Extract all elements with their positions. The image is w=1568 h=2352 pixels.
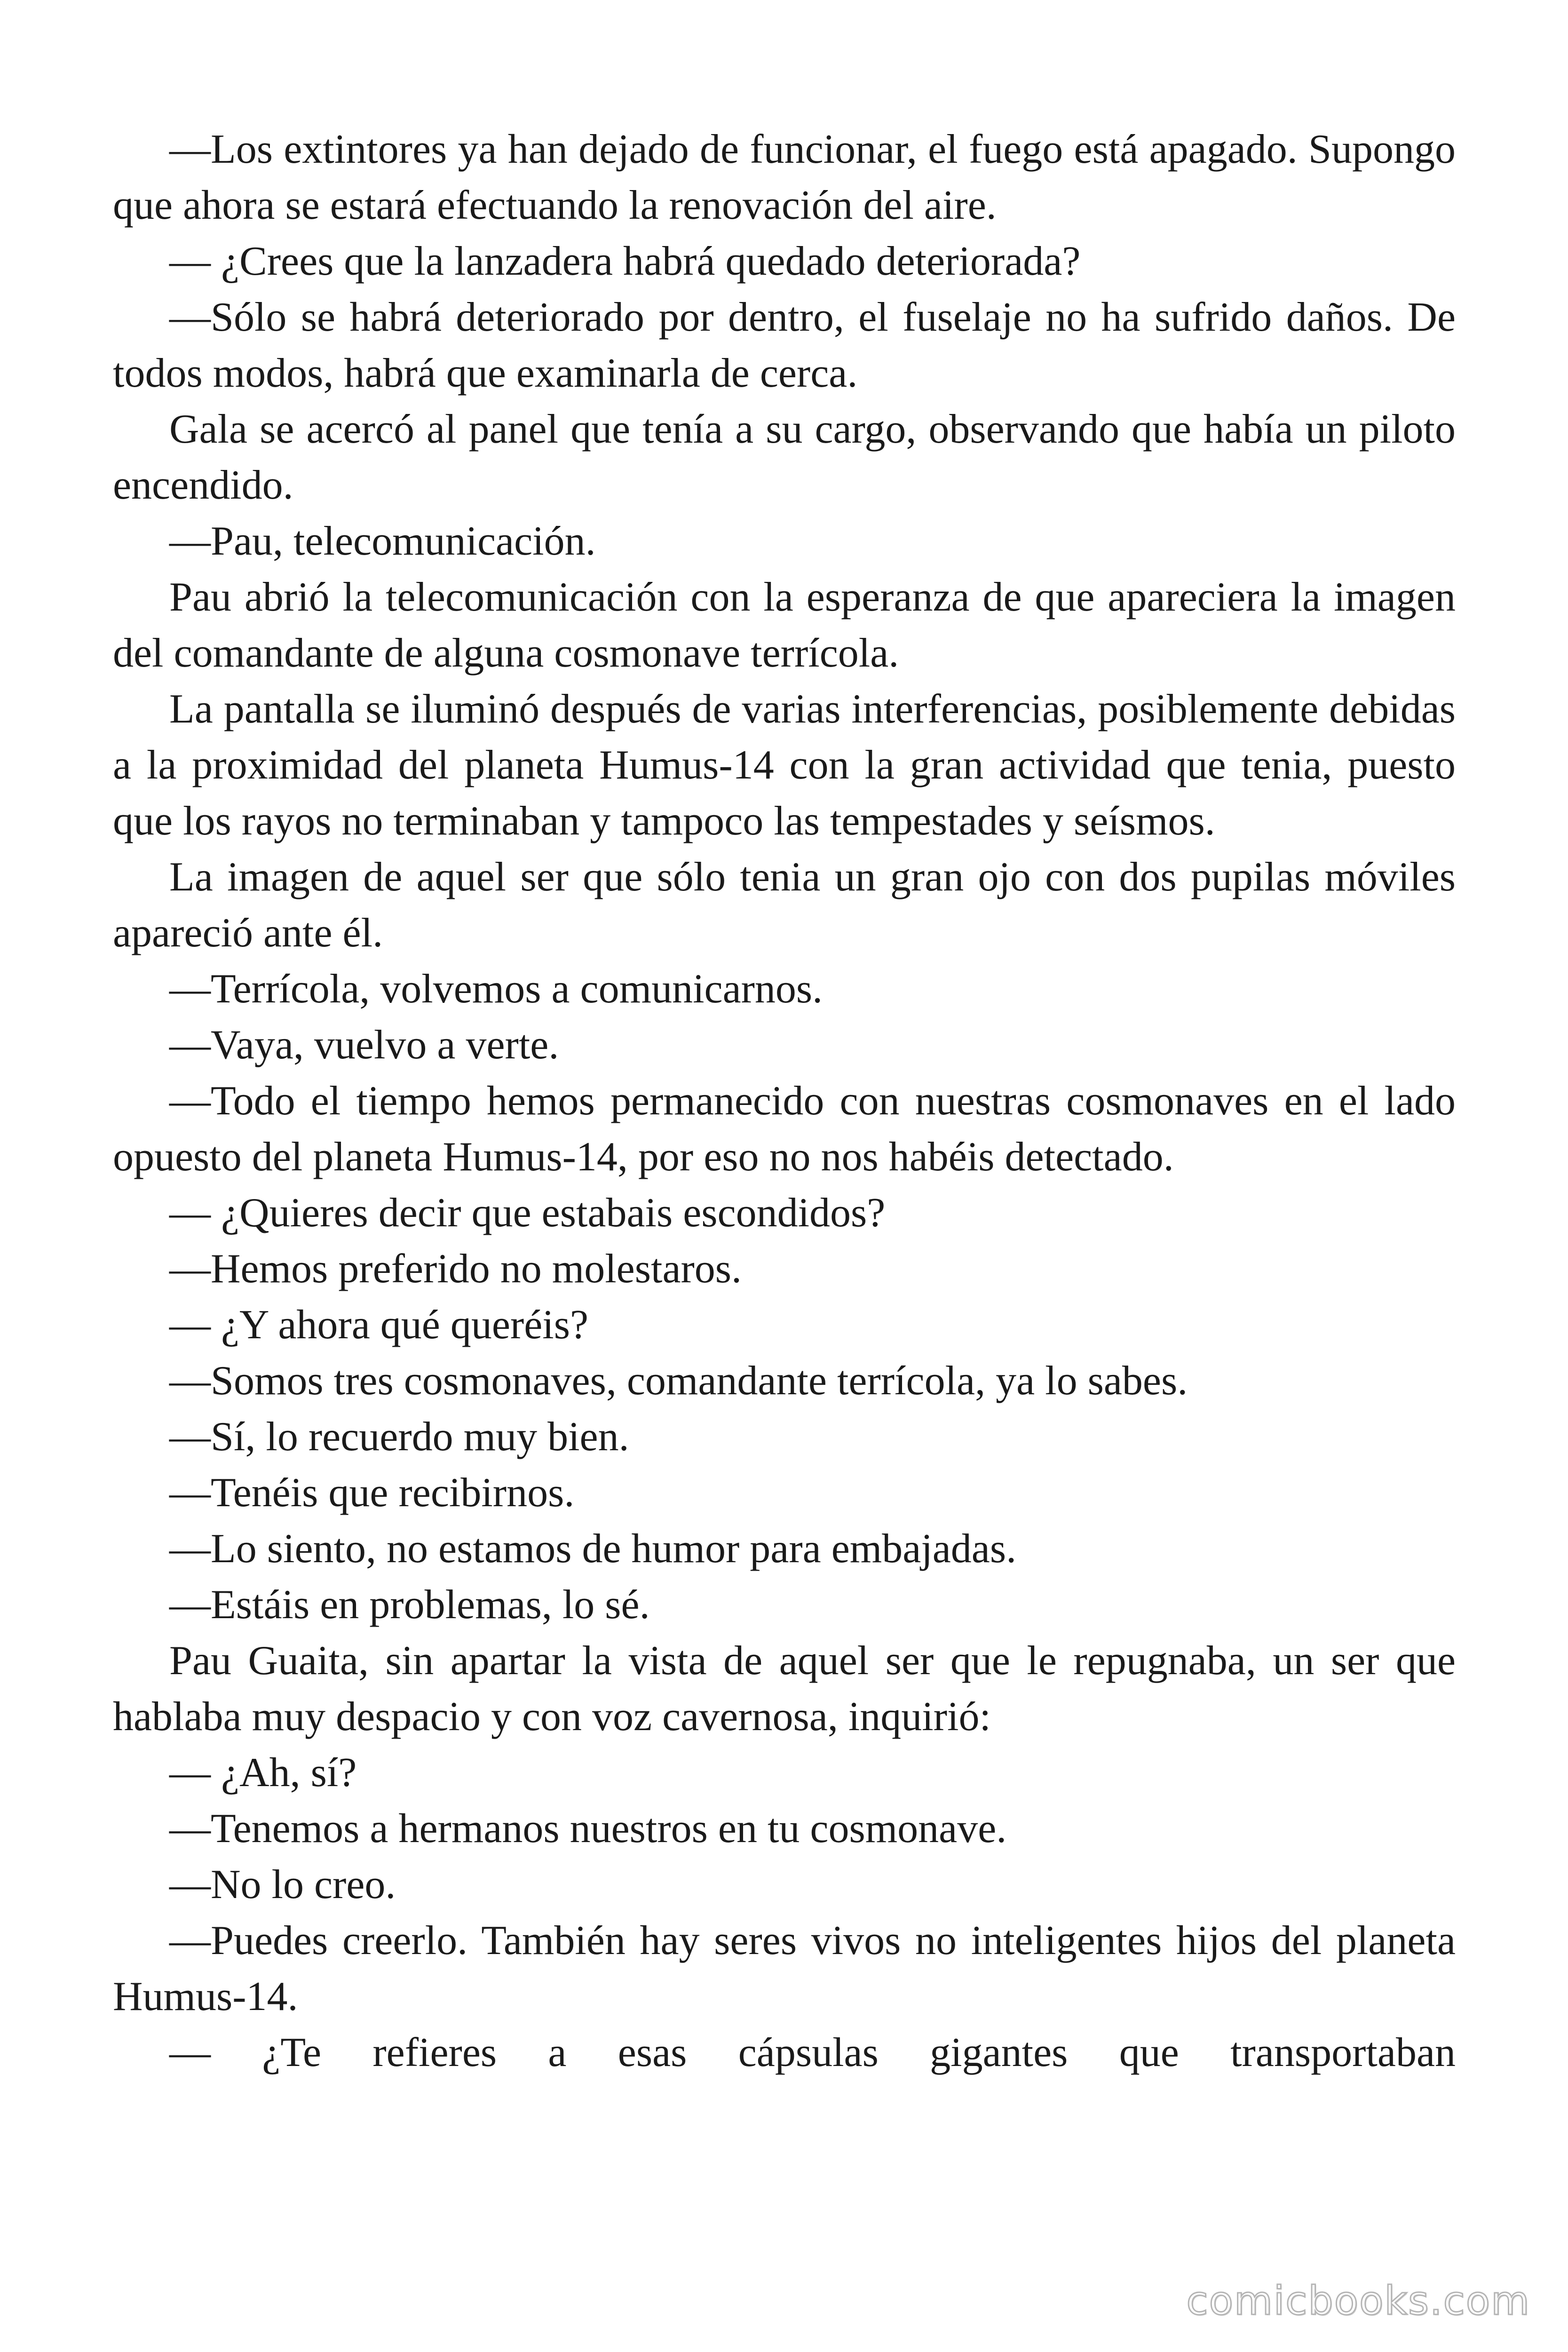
paragraph: — ¿Quieres decir que estabais escondidos? bbox=[169, 1190, 886, 1236]
paragraph: —Sólo se habrá deteriorado por dentro, el fuselaje no ha sufrido daños. De todos modos, habrá que examinarla de cerca. bbox=[113, 294, 1456, 396]
paragraph: — ¿Ah, sí? bbox=[169, 1750, 357, 1796]
paragraph: —Tenemos a hermanos nuestros en tu cosmonave. bbox=[169, 1806, 1007, 1851]
paragraph: — ¿Y ahora qué queréis? bbox=[169, 1302, 588, 1348]
paragraph: —Lo siento, no estamos de humor para embajadas. bbox=[169, 1526, 1017, 1572]
paragraph: —Tenéis que recibirnos. bbox=[169, 1470, 575, 1516]
paragraph: —Hemos preferido no molestaros. bbox=[169, 1246, 742, 1292]
paragraph: —Somos tres cosmonaves, comandante terrícola, ya lo sabes. bbox=[169, 1358, 1188, 1404]
paragraph: Gala se acercó al panel que tenía a su cargo, observando que había un piloto encendido. bbox=[113, 406, 1456, 508]
paragraph: —Terrícola, volvemos a comunicarnos. bbox=[169, 966, 823, 1012]
paragraph: —Los extintores ya han dejado de funcionar, el fuego está apagado. Supongo que ahora se estará efectuando la renovación del aire. bbox=[113, 127, 1456, 228]
paragraph: —Sí, lo recuerdo muy bien. bbox=[169, 1414, 629, 1460]
paragraph: —Todo el tiempo hemos permanecido con nuestras cosmonaves en el lado opuesto del planeta Humus-14, por eso no nos habéis detectado. bbox=[113, 1078, 1456, 1180]
paragraph: La imagen de aquel ser que sólo tenia un gran ojo con dos pupilas móviles apareció ante él. bbox=[113, 854, 1456, 956]
paragraph: — ¿Te refieres a esas cápsulas gigantes que transportaban bbox=[169, 2030, 1456, 2075]
paragraph: —Vaya, vuelvo a verte. bbox=[169, 1022, 559, 1068]
paragraph: — ¿Crees que la lanzadera habrá quedado deteriorada? bbox=[169, 238, 1081, 284]
paragraph: —Estáis en problemas, lo sé. bbox=[169, 1582, 650, 1628]
paragraph: Pau abrió la telecomunicación con la esperanza de que apareciera la imagen del comandante de alguna cosmonave terrícola. bbox=[113, 574, 1456, 676]
paragraph: —Puedes creerlo. También hay seres vivos no inteligentes hijos del planeta Humus-14. bbox=[113, 1918, 1456, 2019]
paragraph: La pantalla se iluminó después de varias interferencias, posiblemente debidas a la proximidad del planeta Humus-14 con la gran actividad que tenia, puesto que los rayos no terminaban y tampoco las tempestades y seísmos. bbox=[113, 686, 1456, 844]
paragraph: Pau Guaita, sin apartar la vista de aquel ser que le repugnaba, un ser que hablaba muy despacio y con voz cavernosa, inquirió: bbox=[113, 1638, 1456, 1740]
paragraph: —No lo creo. bbox=[169, 1862, 396, 1907]
page-text bbox=[113, 121, 1456, 2081]
watermark: comicbooks.com bbox=[1186, 2278, 1530, 2324]
paragraph: —Pau, telecomunicación. bbox=[169, 518, 596, 564]
